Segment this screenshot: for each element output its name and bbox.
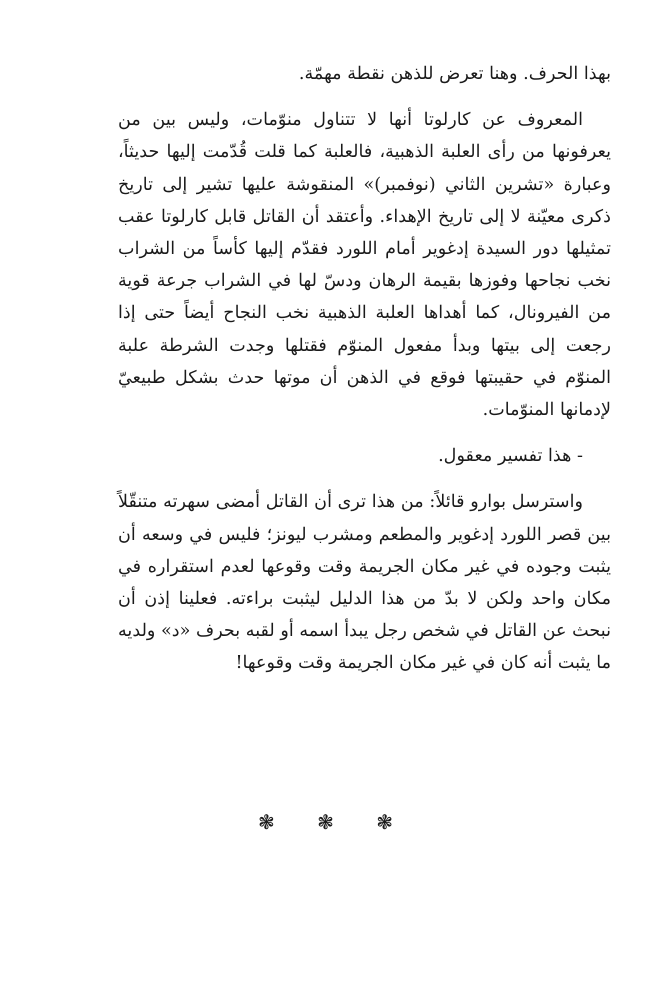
section-separator-ornament: ❃ ❃ ❃: [258, 810, 411, 834]
paragraph-4: واسترسل بوارو قائلاً: من هذا ترى أن القاتل أمضى سهرته متنقّلاً بين قصر اللورد إدغوير والمطعم ومشرب ليونز؛ فليس في وسعه أن يثبت وجوده في غير مكان الجريمة وقت وقوعها لعدم استقراره في مكان واحد ولكن لا بدّ من هذا الدليل ليثبت براءته. فعلينا إذن أن نبحث عن القاتل في شخص رجل يبدأ اسمه أو لقبه بحرف «د» ولديه ما يثبت أنه كان في غير مكان الجريمة وقت وقوعها!: [118, 492, 611, 674]
paragraph-2: المعروف عن كارلوتا أنها لا تتناول منوّمات، وليس بين من يعرفونها من رأى العلبة الذهبية، فالعلبة كما قلت قُدّمت إليها حديثاً، وعبارة «تشرين الثاني (نوفمبر)» المنقوشة عليها تشير إلى تاريخ ذكرى معيّنة لا إلى تاريخ الإهداء. وأعتقد أن القاتل قابل كارلوتا عقب تمثيلها دور السيدة إدغوير أمام اللورد فقدّم إليها كأساً من الشراب نخب نجاحها وفوزها بقيمة الرهان ودسّ لها في الشراب جرعة قوية من الفيرونال، كما أهداها العلبة الذهبية نخب النجاح أيضاً حتى إذا رجعت إلى بيتها وبدأ مفعول المنوّم فقتلها وجدت الشرطة علبة المنوّم في حقيبتها فوقع في الذهن أن موتها حدث بشكل طبيعيّ لإدمانها المنوّمات.: [118, 110, 611, 421]
paragraph-1: بهذا الحرف. وهنا تعرض للذهن نقطة مهمّة.: [298, 64, 611, 84]
page-body: [118, 58, 611, 680]
paragraph-3: - هذا تفسير معقول.: [438, 446, 583, 467]
